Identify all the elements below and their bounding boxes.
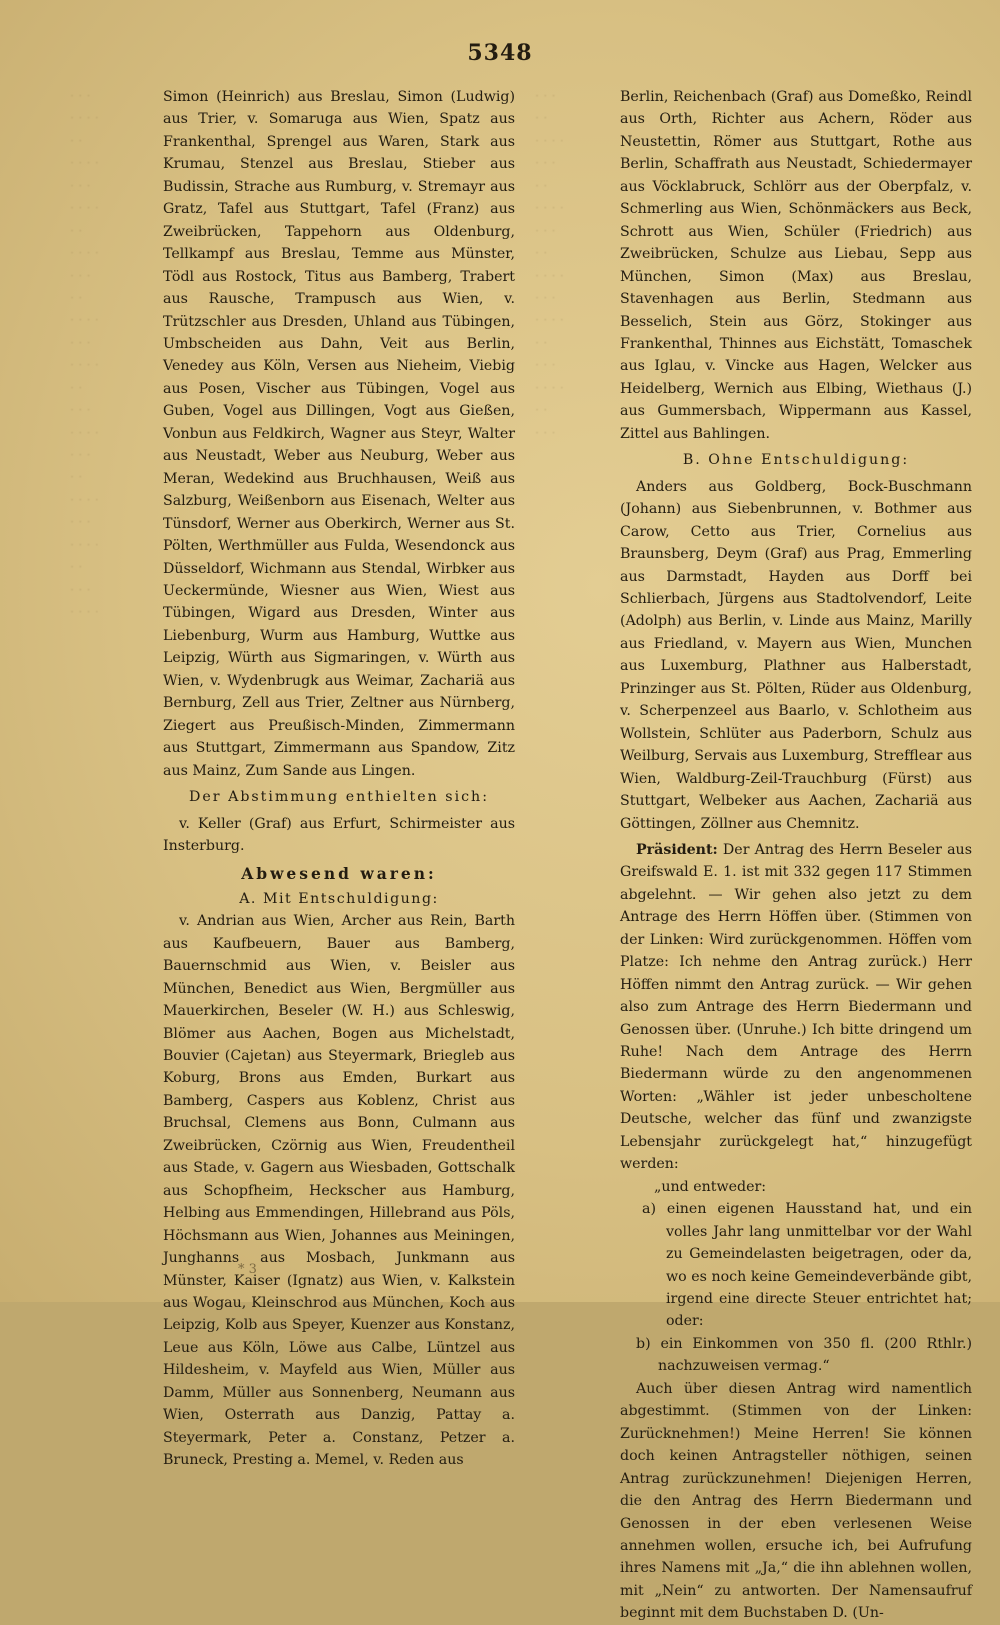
excused-list-continued: Berlin, Reichenbach (Graf) aus Domeßko, Reindl aus Orth, Richter aus Achern, Röder aus Neustettin, Römer aus Stuttgart, Rothe aus Berlin, Schaffrath aus Neustadt, Schiedermayer aus Vöcklabruck, Schlörr aus der Oberpfalz, v. Schmerling aus Wien, Schönmäckers aus Beck, Schrott aus Wien, Schüler (Friedrich) aus Zweibrücken, Schulze aus Liebau, Sepp aus München, Simon (Max) aus Breslau, Stavenhagen aus Berlin, Stedmann aus Besselich, Stein aus Görz, Stokinger aus Frankenthal, Thinnes aus Eichstätt, Tomaschek aus Iglau, v. Vincke aus Hagen, Welcker aus Heidelberg, Wernich aus Elbing, Wiethaus (J.) aus Gummersbach, Wippermann aus Kassel, Zittel aus Bahlingen.: [620, 89, 972, 442]
bleed-through-gutter: · · · · · · · · · · · · · · · · · · · · · · · · · · · · · · · · · · · · · · · · · · · · · · · ·: [535, 89, 564, 441]
unexcused-heading: B. Ohne Entschuldigung:: [682, 452, 910, 469]
president-label: Präsident:: [636, 841, 718, 858]
unexcused-list: Anders aus Goldberg, Bock-Buschmann (Johann) aus Siebenbrunnen, v. Bothmer aus Carow, Cetto aus Trier, Cornelius aus Braunsberg, Deym (Graf) aus Prag, Emmerling aus Darmstadt, Hayden aus Dorff bei Schlierbach, Jürgens aus Stadtolvendorf, Leite (Adolph) aus Berlin, v. Linde aus Mainz, Marilly aus Friedland, v. Mayern aus Wien, Munchen aus Luxemburg, Plathner aus Halberstadt, Prinzinger aus St. Pölten, Rüder aus Oldenburg, v. Scherpenzeel aus Baarlo, v. Schlotheim aus Wollstein, Schlüter aus Paderborn, Schulz aus Weilburg, Servais aus Luxemburg, Strefflear aus Wien, Waldburg-Zeil-Trauchburg (Fürst) aus Stuttgart, Welbeker aus Aachen, Zachariä aus Göttingen, Zöllner aus Chemnitz.: [620, 478, 972, 832]
closing-paragraph: Auch über diesen Antrag wird namentlich abgestimmt. (Stimmen von der Linken: Zurücknehmen!) Meine Herren! Sie können doch keinen Antragsteller nöthigen, seinen Antrag zurückzunehmen! Diejenigen Herren, die den Antrag des Herrn Biedermann und Genossen in der eben verlesenen Weise annehmen wollen, ersuche ich, bei Aufrufung ihres Namens mit „Ja,“ die ihn ablehnen wollen, mit „Nein“ zu antworten. Der Namensaufruf beginnt mit dem Buchstaben D. (Un-: [620, 1380, 972, 1622]
absent-heading: Abwesend waren:: [241, 864, 437, 884]
excused-heading: A. Mit Entschuldigung:: [239, 890, 439, 907]
left-column: [163, 86, 515, 1469]
abstained-text: v. Keller (Graf) aus Erfurt, Schirmeister aus Insterburg.: [163, 815, 515, 854]
quote-intro: „und entweder:: [654, 1178, 767, 1195]
foot-mark: * 3: [238, 1262, 257, 1277]
page-number: 5348: [467, 40, 533, 66]
amendment-item-a: a) einen eigenen Hausstand hat, und ein volles Jahr lang unmittelbar vor der Wahl zu Gemeindelasten beigetragen, oder da, wo es noch keine Gemeindeverbände gibt, irgend eine directe Steuer entrichtet hat; oder:: [642, 1201, 972, 1330]
president-text: Der Antrag des Herrn Beseler aus Greifswald E. 1. ist mit 332 gegen 117 Stimmen abgelehnt. — Wir gehen also jetzt zu dem Antrage des Herrn Höffen über. (Stimmen von der Linken: Wird zurückgenommen. Höffen vom Platze: Ich nehme den Antrag zurück.) Herr Höffen nimmt den Antrag zurück. — Wir gehen also zum Antrage des Herrn Biedermann und Genossen über. (Unruhe.) Ich bitte dringend um Ruhe! Nach dem Antrage des Herrn Biedermann würde zu den angenommenen Worten: „Wähler ist jeder unbescholtene Deutsche, welcher das fünf und zwanzigste Lebensjahr zurückgelegt hat,“ hinzugefügt werden:: [620, 841, 972, 1173]
abstained-heading: Der Abstimmung enthielten sich:: [189, 789, 489, 806]
amendment-item-b: b) ein Einkommen von 350 fl. (200 Rthlr.) nachzuweisen vermag.“: [636, 1335, 972, 1375]
right-column: [620, 86, 972, 1622]
excused-list: v. Andrian aus Wien, Archer aus Rein, Barth aus Kaufbeuern, Bauer aus Bamberg, Bauernschmid aus Wien, v. Beisler aus München, Benedict aus Wien, Bergmüller aus Mauerkirchen, Beseler (W. H.) aus Schleswig, Blömer aus Aachen, Bogen aus Michelstadt, Bouvier (Cajetan) aus Steyermark, Briegleb aus Koburg, Brons aus Emden, Burkart aus Bamberg, Caspers aus Koblenz, Christ aus Bruchsal, Clemens aus Bonn, Culmann aus Zweibrücken, Czörnig aus Wien, Freudentheil aus Stade, v. Gagern aus Wiesbaden, Gottschalk aus Schopfheim, Heckscher aus Hamburg, Helbing aus Emmendingen, Hillebrand aus Pöls, Höchsmann aus Wien, Johannes aus Meiningen, Junghanns aus Mosbach, Junkmann aus Münster, Kaiser (Ignatz) aus Wien, v. Kalkstein aus Wogau, Kleinschrod aus München, Koch aus Leipzig, Kolb aus Speyer, Kuenzer aus Konstanz, Leue aus Köln, Löwe aus Calbe, Lüntzel aus Hildesheim, v. Mayfeld aus Wien, Müller aus Damm, Müller aus Sonnenberg, Neumann aus Wien, Osterrath aus Danzig, Pattay a. Steyermark, Peter a. Constanz, Petzer a. Bruneck, Presting a. Memel, v. Reden aus: [163, 913, 515, 1469]
voter-list-continued: Simon (Heinrich) aus Breslau, Simon (Ludwig) aus Trier, v. Somaruga aus Wien, Spatz aus Frankenthal, Sprengel aus Waren, Stark aus Krumau, Stenzel aus Breslau, Stieber aus Budissin, Strache aus Rumburg, v. Stremayr aus Gratz, Tafel aus Stuttgart, Tafel (Franz) aus Zweibrücken, Tappehorn aus Oldenburg, Tellkampf aus Breslau, Temme aus Münster, Tödl aus Rostock, Titus aus Bamberg, Trabert aus Rausche, Trampusch aus Wien, v. Trützschler aus Dresden, Uhland aus Tübingen, Umbscheiden aus Dahn, Veit aus Berlin, Venedey aus Köln, Versen aus Nieheim, Viebig aus Posen, Vischer aus Tübingen, Vogel aus Guben, Vogel aus Dillingen, Vogt aus Gießen, Vonbun aus Feldkirch, Wagner aus Steyr, Walter aus Neustadt, Weber aus Neuburg, Weber aus Meran, Wedekind aus Bruchhausen, Weiß aus Salzburg, Weißenborn aus Eisenach, Welter aus Tünsdorf, Werner aus Oberkirch, Werner aus St. Pölten, Werthmüller aus Fulda, Wesendonck aus Düsseldorf, Wichmann aus Stendal, Wirbker aus Ueckermünde, Wiesner aus Wien, Wiest aus Tübingen, Wigard aus Dresden, Winter aus Liebenburg, Wurm aus Hamburg, Wuttke aus Leipzig, Würth aus Sigmaringen, v. Würth aus Wien, v. Wydenbrugk aus Weimar, Zachariä aus Bernburg, Zell aus Trier, Zeltner aus Nürnberg, Ziegert aus Preußisch-Minden, Zimmermann aus Stuttgart, Zimmermann aus Spandow, Zitz aus Mainz, Zum Sande aus Lingen.: [163, 89, 515, 779]
president-paragraph: [620, 839, 972, 1176]
bleed-through-left-margin: · · · · · · · · · · · · · · · · · · · · · · · · · · · · · · · · · · · · · · · · · · · · · · · · · · · · · · · · · · · · · · · · · · · · · · · · · · · ·: [70, 89, 99, 621]
